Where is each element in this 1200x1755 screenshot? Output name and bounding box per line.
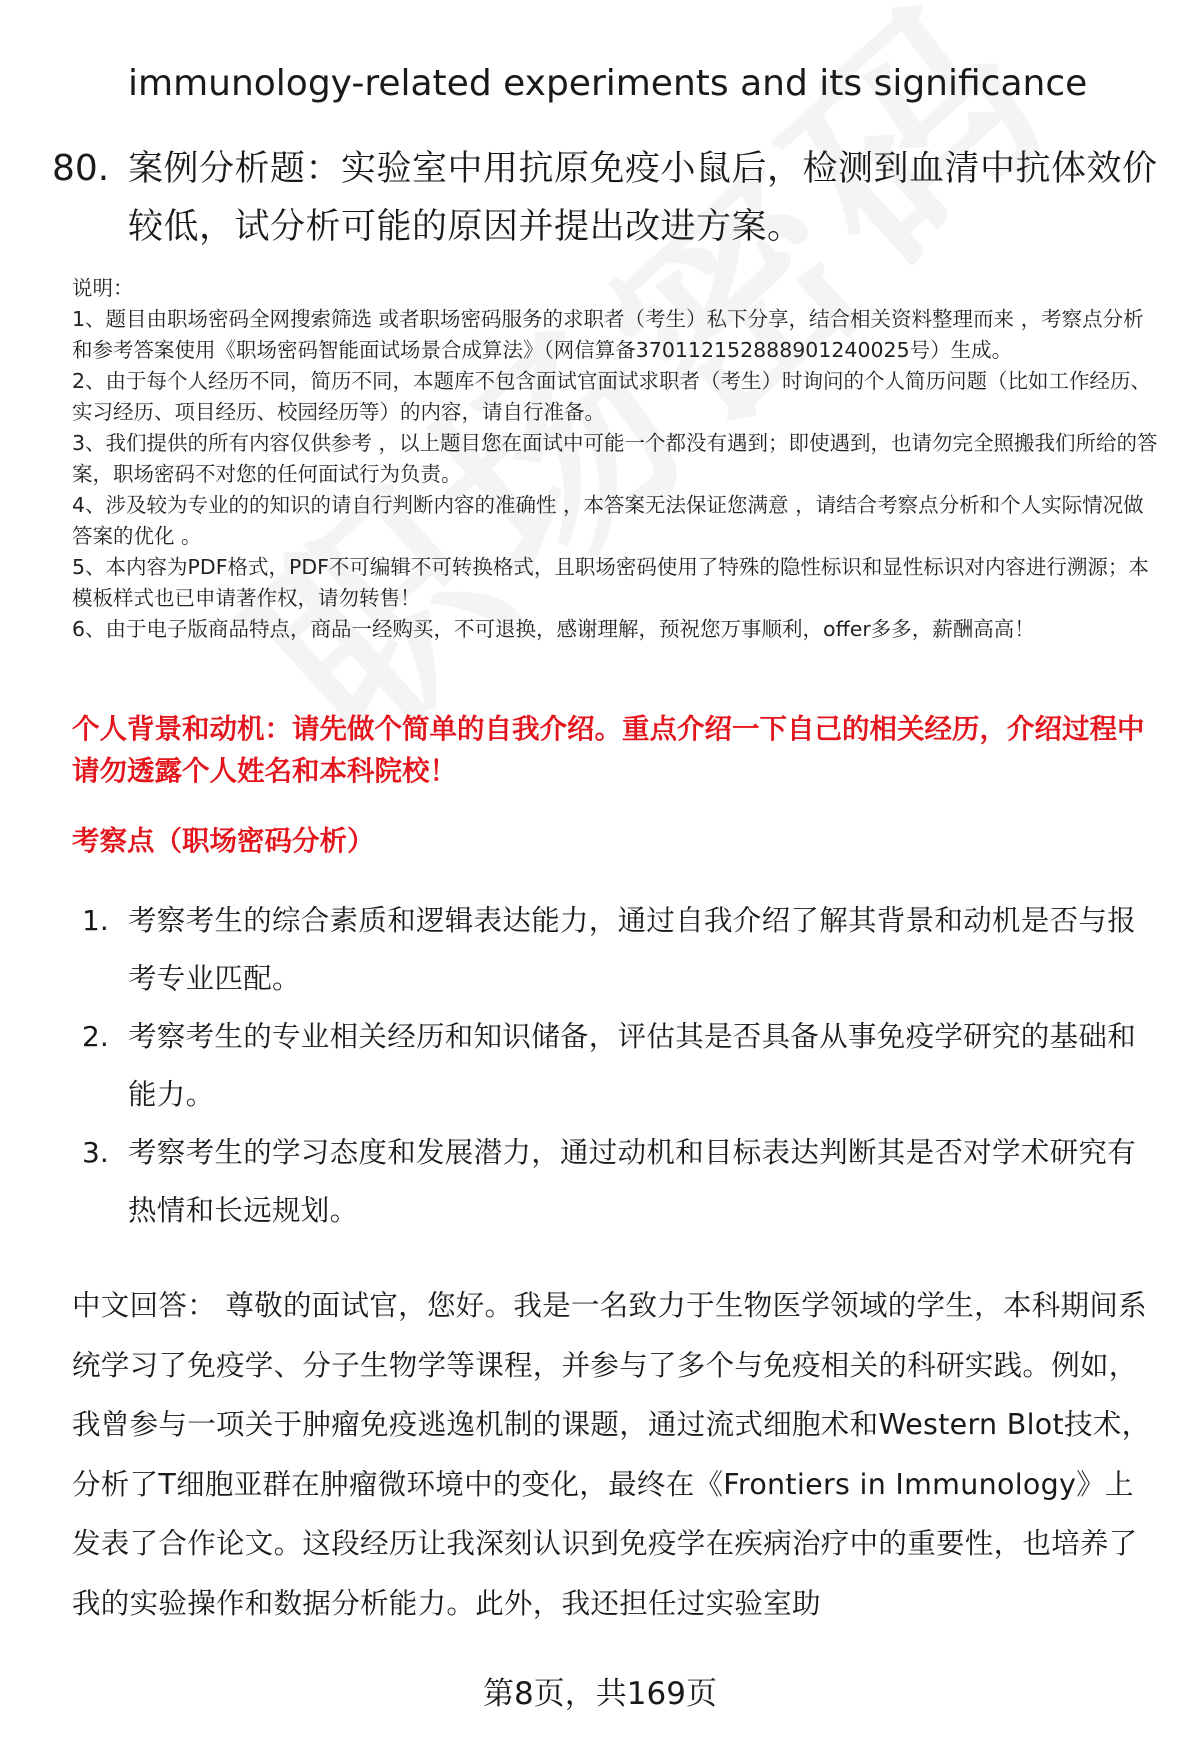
list-item-text: 考察考生的学习态度和发展潜力，通过动机和目标表达判断其是否对学术研究有热情和长远规划。 bbox=[128, 1136, 1137, 1227]
note-item: 6、由于电子版商品特点，商品一经购买，不可退换，感谢理解，预祝您万事顺利，offer多多，薪酬高高！ bbox=[72, 617, 1035, 641]
note-item: 3、我们提供的所有内容仅供参考 ，以上题目您在面试中可能一个都没有遇到；即使遇到，也请勿完全照搬我们所给的答案，职场密码不对您的任何面试行为负责。 bbox=[72, 431, 1158, 486]
question-number: 80. bbox=[52, 148, 110, 189]
note-item: 5、本内容为PDF格式，PDF不可编辑不可转换格式，且职场密码使用了特殊的隐性标识和显性标识对内容进行溯源；本模板样式也已申请著作权，请勿转售！ bbox=[72, 555, 1149, 610]
note-item: 1、题目由职场密码全网搜索筛选 或者职场密码服务的求职者（考生）私下分享，结合相关资料整理而来 ，考察点分析和参考答案使用《职场密码智能面试场景合成算法》（网信算备370112152888901240025号）生成。 bbox=[72, 307, 1144, 362]
list-item bbox=[82, 892, 1162, 1008]
list-item-number: 2. bbox=[82, 1020, 109, 1053]
analysis-heading: 考察点（职场密码分析） bbox=[72, 825, 375, 857]
note-item: 4、涉及较为专业的的知识的请自行判断内容的准确性 ，本答案无法保证您满意 ，请结合考察点分析和个人实际情况做答案的优化 。 bbox=[72, 493, 1144, 548]
analysis-points-list bbox=[82, 892, 1162, 1240]
list-item-number: 3. bbox=[82, 1136, 109, 1169]
section-heading: 个人背景和动机：请先做个简单的自我介绍。重点介绍一下自己的相关经历，介绍过程中请勿透露个人姓名和本科院校！ bbox=[72, 713, 1145, 787]
question-text: 案例分析题：实验室中用抗原免疫小鼠后，检测到血清中抗体效价较低，试分析可能的原因并提出改进方案。 bbox=[128, 149, 1158, 247]
list-item-text: 考察考生的综合素质和逻辑表达能力，通过自我介绍了解其背景和动机是否与报考专业匹配。 bbox=[128, 904, 1137, 995]
list-item-text: 考察考生的专业相关经历和知识储备，评估其是否具备从事免疫学研究的基础和能力。 bbox=[128, 1020, 1137, 1111]
notes-block bbox=[72, 273, 1158, 645]
notes-title: 说明： bbox=[72, 276, 134, 300]
note-item: 2、由于每个人经历不同，简历不同，本题库不包含面试官面试求职者（考生）时询问的个人简历问题（比如工作经历、实习经历、项目经历、校园经历等）的内容，请自行准备。 bbox=[72, 369, 1152, 424]
page-footer: 第8页，共169页 bbox=[483, 1676, 717, 1712]
continuation-line: immunology-related experiments and its significance bbox=[128, 63, 1088, 104]
list-item bbox=[82, 1124, 1162, 1240]
answer-paragraph: 中文回答： 尊敬的面试官，您好。我是一名致力于生物医学领域的学生，本科期间系统学习了免疫学、分子生物学等课程，并参与了多个与免疫相关的科研实践。例如，我曾参与一项关于肿瘤免疫逃逸机制的课题，通过流式细胞术和Western Blot技术，分析了T细胞亚群在肿瘤微环境中的变化，最终在《Frontiers in Immunology》上发表了合作论文。这段经历让我深刻认识到免疫学在疾病治疗中的重要性，也培养了我的实验操作和数据分析能力。此外，我还担任过实验室助 bbox=[72, 1289, 1151, 1620]
list-item bbox=[82, 1008, 1162, 1124]
list-item-number: 1. bbox=[82, 904, 109, 937]
